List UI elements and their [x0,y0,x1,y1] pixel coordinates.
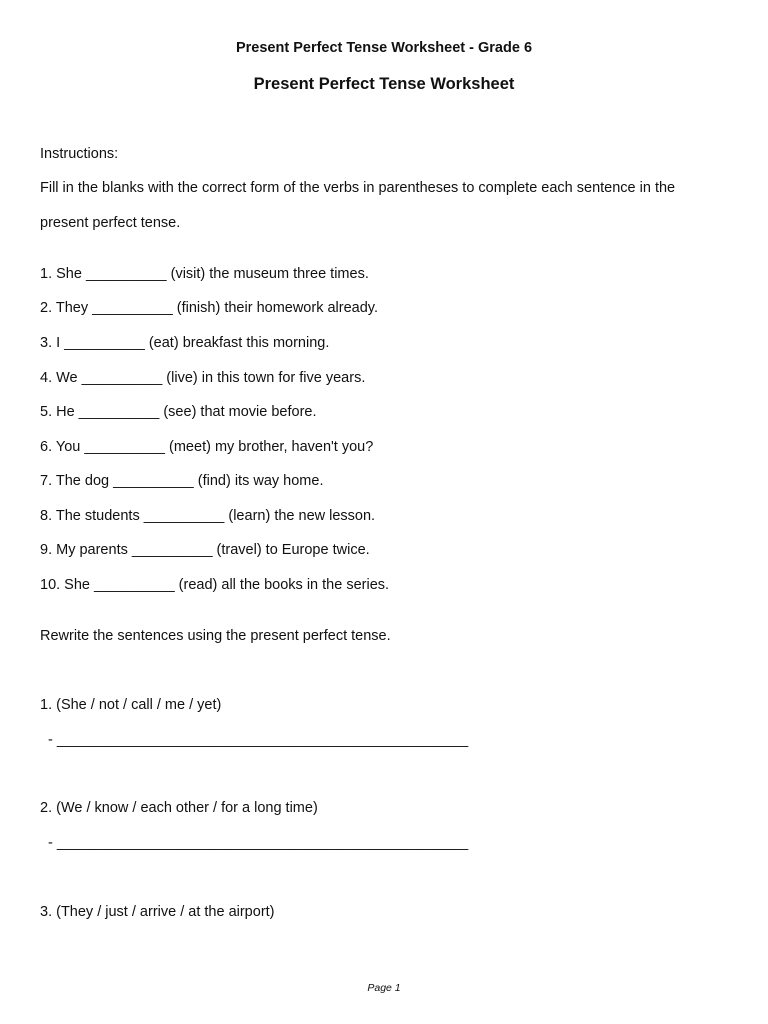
page-title: Present Perfect Tense Worksheet [253,75,515,93]
fill-blank-item-8: 8. The students __________ (learn) the new lesson. [40,508,376,524]
rewrite-prompt-2: 2. (We / know / each other / for a long time) [40,800,318,816]
rewrite-answer-line-1: - ___________________________________________________ [40,732,469,748]
instructions-text-line-2: present perfect tense. [40,215,181,231]
fill-blank-item-5: 5. He __________ (see) that movie before. [40,404,317,420]
rewrite-answer-line-2: - ___________________________________________________ [40,835,469,851]
page-number: Page 1 [367,982,401,994]
fill-blank-item-3: 3. I __________ (eat) breakfast this morning. [40,335,330,351]
fill-blank-item-9: 9. My parents __________ (travel) to Europe twice. [40,542,370,558]
fill-blank-item-6: 6. You __________ (meet) my brother, haven't you? [40,439,374,455]
rewrite-prompt-1: 1. (She / not / call / me / yet) [40,697,222,713]
fill-blank-item-7: 7. The dog __________ (find) its way home. [40,473,324,489]
fill-blank-item-10: 10. She __________ (read) all the books in the series. [40,577,390,593]
fill-blank-item-4: 4. We __________ (live) in this town for five years. [40,370,366,386]
instructions-text-line-1: Fill in the blanks with the correct form of the verbs in parentheses to complete each sentence in the [40,180,676,196]
instructions-label: Instructions: [40,146,119,162]
rewrite-heading: Rewrite the sentences using the present perfect tense. [40,628,391,644]
fill-blank-item-1: 1. She __________ (visit) the museum three times. [40,266,369,282]
rewrite-prompt-3: 3. (They / just / arrive / at the airport) [40,904,275,920]
fill-blank-item-2: 2. They __________ (finish) their homework already. [40,300,378,316]
header-title: Present Perfect Tense Worksheet - Grade 6 [235,40,533,56]
